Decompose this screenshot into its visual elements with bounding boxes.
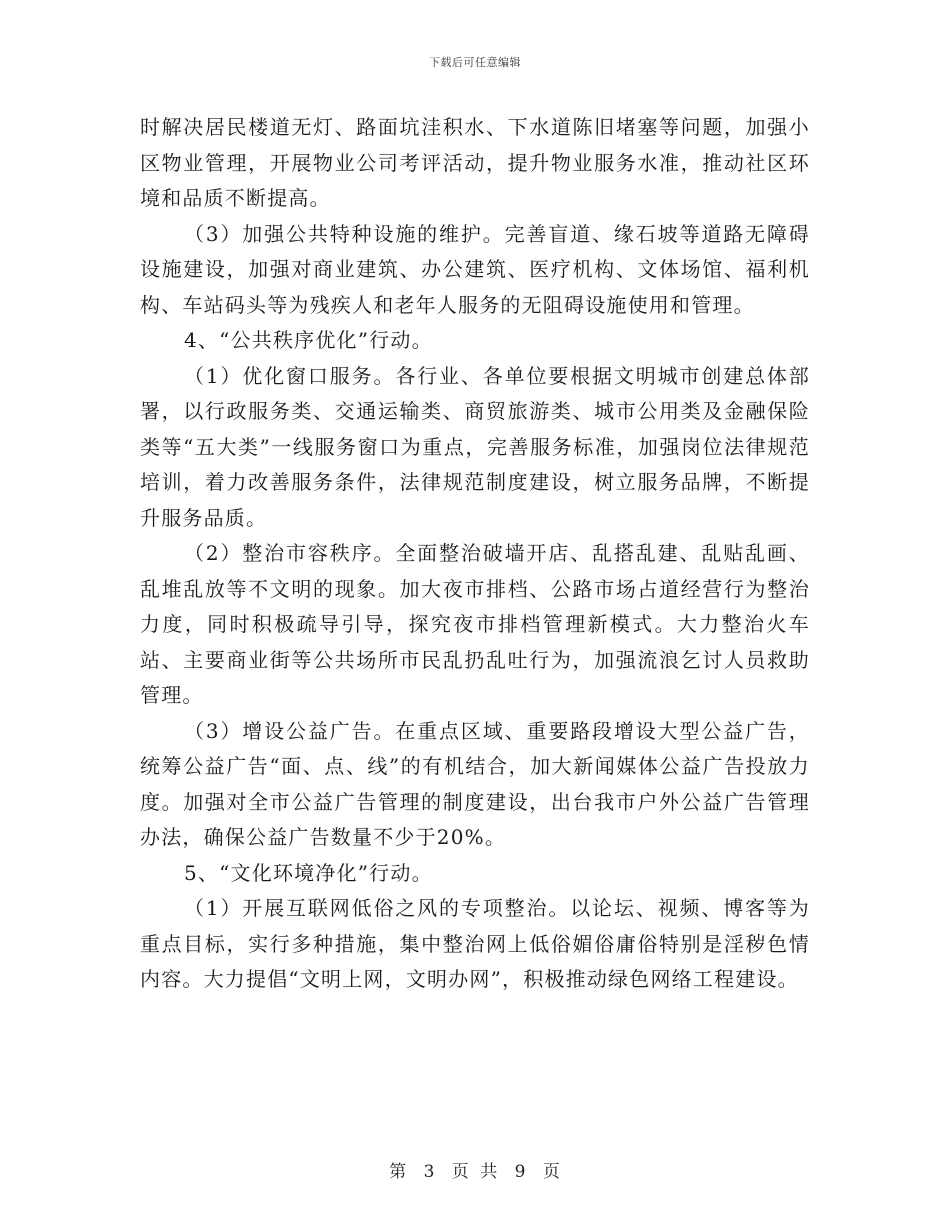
paragraph-4: （1）优化窗口服务。各行业、各单位要根据文明城市创建总体部署，以行政服务类、交通运输类、商贸旅游类、城市公用类及金融保险类等“五大类”一线服务窗口为重点，完善服务标准，加强岗位法律规范培训，着力改善服务条件，法律规范制度建设，树立服务品牌，不断提升服务品质。 [140, 363, 810, 530]
paragraph-8: （1）开展互联网低俗之风的专项整治。以论坛、视频、博客等为重点目标，实行多种措施，集中整治网上低俗媚俗庸俗特别是淫秽色情内容。大力提倡“文明上网，文明办网”，积极推动绿色网络工程建设。 [140, 896, 810, 991]
paragraph-1: 时解决居民楼道无灯、路面坑洼积水、下水道陈旧堵塞等问题，加强小区物业管理，开展物业公司考评活动，提升物业服务水准，推动社区环境和品质不断提高。 [140, 115, 810, 210]
document-body [140, 110, 810, 998]
page-suffix: 页 [542, 1162, 561, 1182]
paragraph-6: （3）增设公益广告。在重点区域、重要路段增设大型公益广告，统筹公益广告“面、点、线”的有机结合，加大新闻媒体公益广告投放力度。加强对全市公益广告管理的制度建设，出台我市户外公益广告管理办法，确保公益广告数量不少于20%。 [140, 718, 810, 849]
page-number-footer [0, 1157, 950, 1182]
current-page-number: 3 [423, 1162, 436, 1182]
section-heading-4: 4、“公共秩序优化”行动。 [184, 328, 433, 352]
paragraph-5: （2）整治市容秩序。全面整治破墙开店、乱搭乱建、乱贴乱画、乱堆乱放等不文明的现象。加大夜市排档、公路市场占道经营行为整治力度，同时积极疏导引导，探究夜市排档管理新模式。大力整治火车站、主要商业街等公共场所市民乱扔乱吐行为，加强流浪乞讨人员救助管理。 [140, 541, 810, 707]
page-prefix: 第 [389, 1162, 408, 1182]
section-heading-5: 5、“文化环境净化”行动。 [184, 860, 433, 885]
paragraph-2: （3）加强公共特种设施的维护。完善盲道、缘石坡等道路无障碍设施建设，加强对商业建筑、办公建筑、医疗机构、文体场馆、福利机构、车站码头等为残疾人和老年人服务的无阻碍设施使用和管理。 [140, 221, 810, 317]
total-pages-number: 9 [514, 1162, 527, 1182]
page-middle-text: 页 共 [451, 1162, 499, 1182]
header-note: 下载后可任意编辑 [429, 56, 521, 69]
